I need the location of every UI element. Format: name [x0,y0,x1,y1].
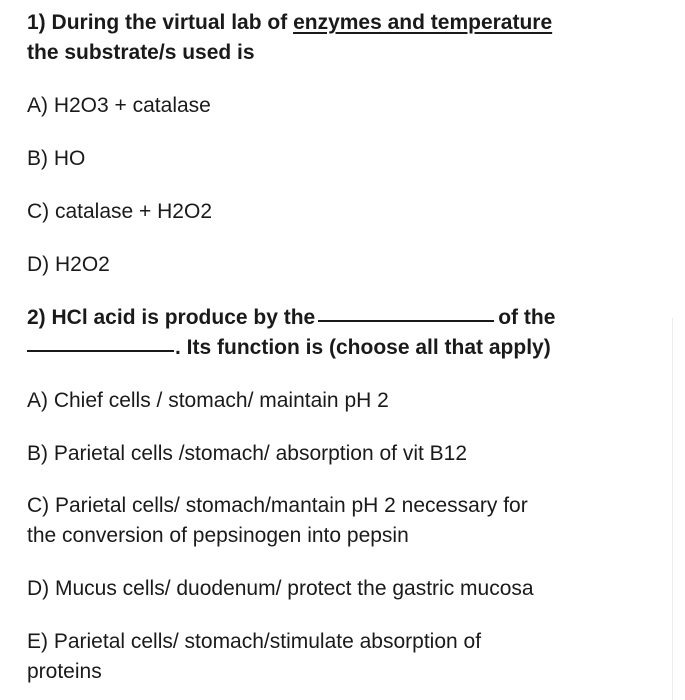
question-1-underlined-topic: enzymes and temperature [293,11,553,34]
fill-in-blank-1 [318,319,494,322]
question-2-text-post: of the [498,306,556,329]
question-1-option-c[interactable]: C) catalase + H2O2 [27,200,213,223]
question-2-option-e-line-2[interactable]: proteins [27,660,102,683]
question-2-instruction: . Its function is (choose all that apply) [175,336,551,359]
question-1-line-2: the substrate/s used is [27,41,255,64]
question-1-number: 1) [27,11,46,34]
question-2-line-2 [27,335,551,361]
question-2-option-d[interactable]: D) Mucus cells/ duodenum/ protect the gastric mucosa [27,577,534,600]
question-2-text-pre: 2) HCl acid is produce by the [27,306,316,329]
question-1-option-b[interactable]: B) HO [27,147,86,170]
page-edge-divider [672,318,673,700]
question-2-option-a[interactable]: A) Chief cells / stomach/ maintain pH 2 [27,389,389,412]
question-2-option-e-line-1[interactable]: E) Parietal cells/ stomach/stimulate absorption of [27,630,482,653]
question-1-option-d[interactable]: D) H2O2 [27,253,110,276]
question-2-option-c-line-1[interactable]: C) Parietal cells/ stomach/mantain pH 2 necessary for [27,494,528,517]
question-1-line-1 [27,10,552,36]
fill-in-blank-2 [27,349,174,352]
question-1-text-pre: During the virtual lab of [51,11,288,34]
question-2-line-1 [27,305,555,331]
question-2-option-c-line-2[interactable]: the conversion of pepsinogen into pepsin [27,524,409,547]
question-2-option-b[interactable]: B) Parietal cells /stomach/ absorption of vit B12 [27,442,468,465]
question-1-option-a[interactable]: A) H2O3 + catalase [27,94,211,117]
